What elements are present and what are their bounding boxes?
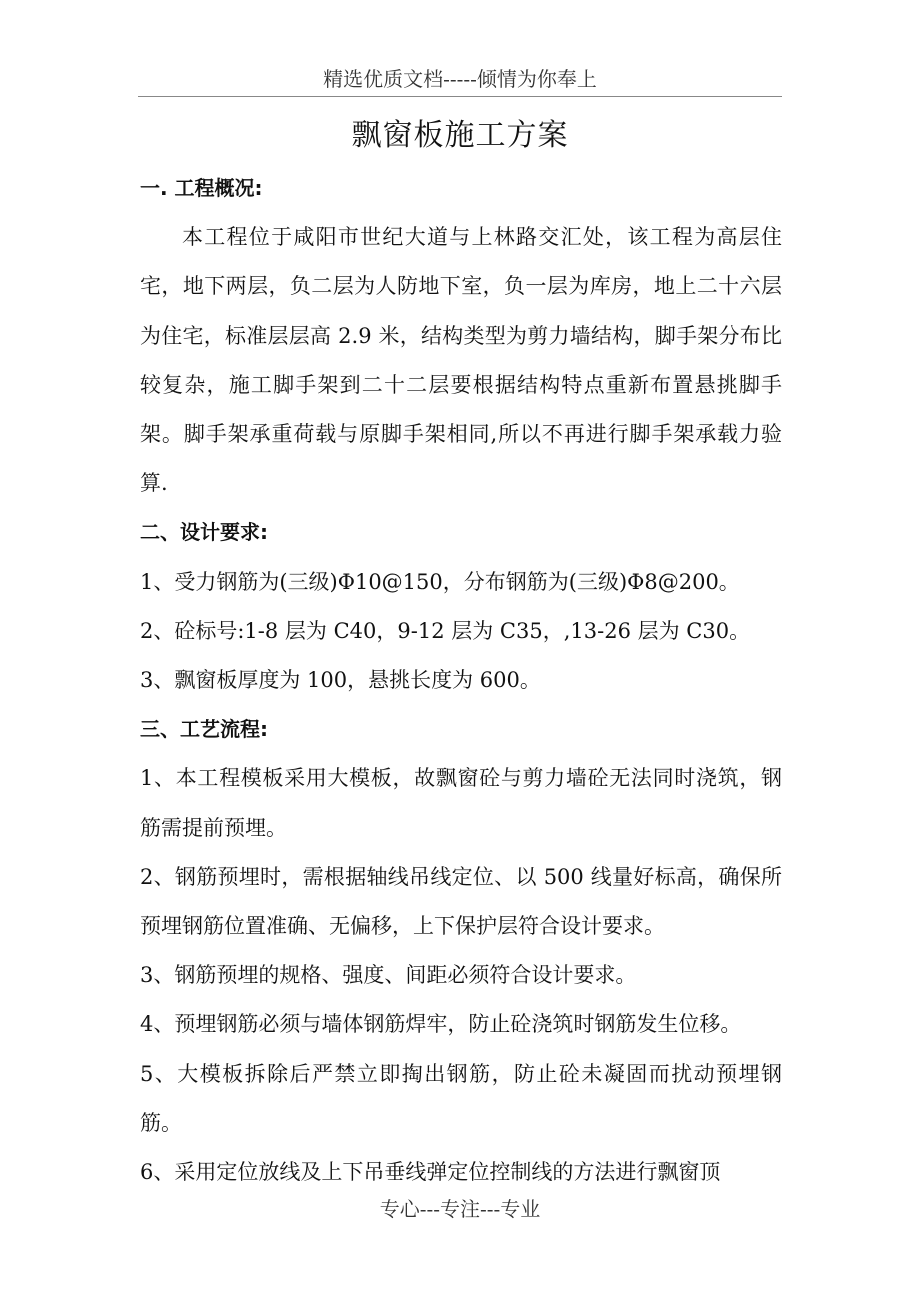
- overview-paragraph: 本工程位于咸阳市世纪大道与上林路交汇处，该工程为高层住宅，地下两层，负二层为人防地下室，负一层为库房，地上二十六层为住宅，标准层层高 2.9 米，结构类型为剪力墙结构，脚手架分布比较复杂，施工脚手架到二十二层要根据结构特点重新布置悬挑脚手架。脚手架承重荷载与原脚手架相同,所以不再进行脚手架承载力验算.: [140, 225, 782, 496]
- header-rule: [138, 96, 782, 97]
- section-heading-overview: 一. 工程概况:: [140, 176, 263, 200]
- document-body: [140, 164, 782, 1197]
- section-heading-design: 二、设计要求:: [140, 520, 268, 545]
- design-item-2: 2、砼标号:1-8 层为 C40，9-12 层为 C35，,13-26 层为 C30。: [140, 618, 751, 643]
- running-header: 精选优质文档-----倾情为你奉上: [323, 67, 597, 91]
- process-item-4: 4、预埋钢筋必须与墙体钢筋焊牢，防止砼浇筑时钢筋发生位移。: [140, 1012, 742, 1037]
- process-item-1: 1、本工程模板采用大模板，故飘窗砼与剪力墙砼无法同时浇筑，钢筋需提前预埋。: [140, 766, 782, 840]
- design-item-1: 1、受力钢筋为(三级)Φ10@150，分布钢筋为(三级)Φ8@200。: [140, 569, 740, 594]
- process-item-2: 2、钢筋预埋时，需根据轴线吊线定位、以 500 线量好标高，确保所预埋钢筋位置准确、无偏移，上下保护层符合设计要求。: [140, 864, 782, 939]
- design-item-3: 3、飘窗板厚度为 100，悬挑长度为 600。: [140, 668, 541, 693]
- process-item-3: 3、钢筋预埋的规格、强度、间距必须符合设计要求。: [140, 963, 637, 988]
- process-item-5: 5、大模板拆除后严禁立即掏出钢筋，防止砼未凝固而扰动预埋钢筋。: [140, 1061, 782, 1135]
- document-title: 飘窗板施工方案: [351, 118, 569, 153]
- running-footer: 专心---专注---专业: [379, 1197, 541, 1221]
- section-heading-process: 三、工艺流程:: [140, 717, 268, 742]
- process-item-6: 6、采用定位放线及上下吊垂线弹定位控制线的方法进行飘窗顶: [140, 1160, 721, 1185]
